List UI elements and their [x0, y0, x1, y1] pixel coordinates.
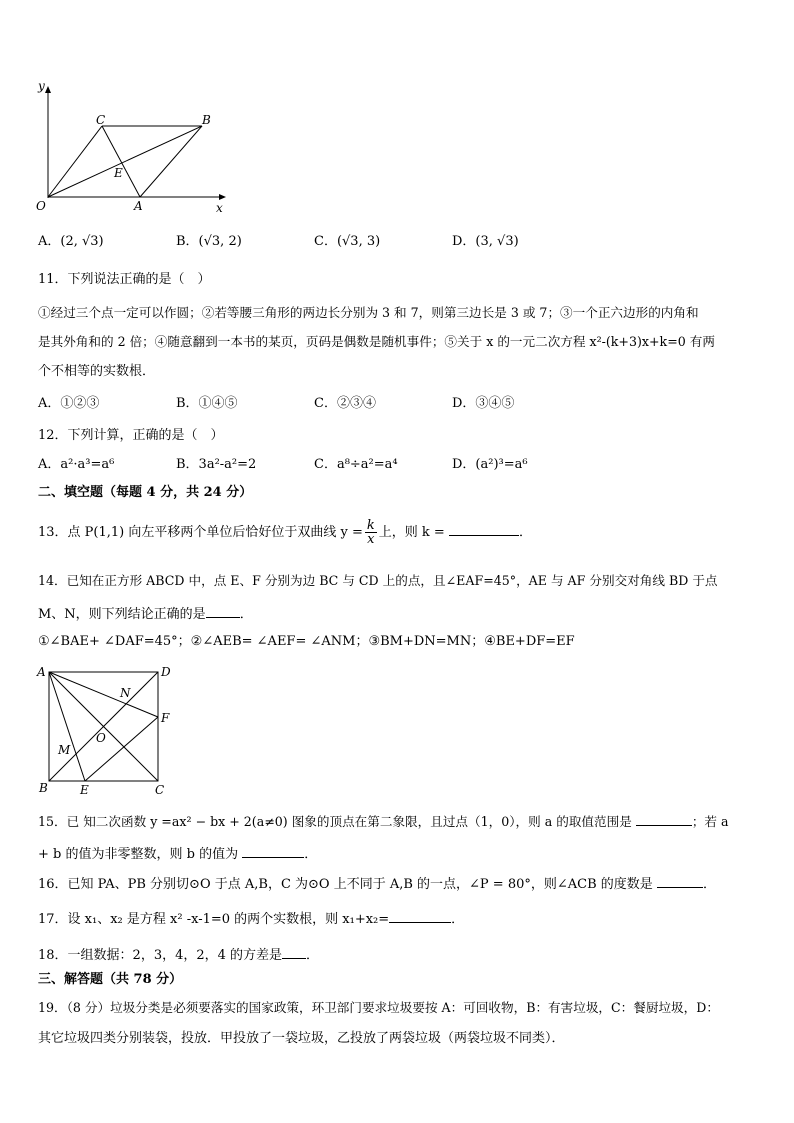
- x-axis-arrow-icon: [219, 194, 226, 200]
- q12-option-d[interactable]: D．(a²)³=a⁶: [452, 457, 528, 472]
- figure-parallelogram-axes: [30, 78, 240, 218]
- q14-line-2: [38, 604, 253, 623]
- q11-option-d[interactable]: D．③④⑤: [452, 396, 515, 411]
- label-O2: O: [96, 731, 106, 745]
- label-x: x: [216, 201, 223, 215]
- q12-option-b[interactable]: B．3a²-a²=2: [176, 457, 257, 472]
- label-A2: A: [37, 665, 46, 679]
- segment-BA: [140, 126, 202, 197]
- q13-answer-blank[interactable]: [449, 522, 519, 536]
- q18: [38, 945, 319, 964]
- q10-option-c[interactable]: C．(√3, 3): [314, 234, 381, 249]
- q15-line-2-end: ．: [304, 847, 318, 862]
- q13-frac-denominator: x: [367, 532, 375, 547]
- q15-line-1-end: ；若 a: [691, 814, 729, 829]
- q12-option-a[interactable]: A．a²·a³=a⁶: [38, 457, 115, 472]
- q13-text-pre: 13．点 P(1,1) 向左平移两个单位后恰好位于双曲线 y =: [38, 525, 363, 540]
- q16-text: 16．已知 PA、PB 分别切⊙O 于点 A,B，C 为⊙O 上不同于 A,B 的一点，∠P = 80°，则∠ACB 的度数是: [38, 877, 653, 892]
- figure-square-abcd: [34, 662, 184, 796]
- q13-text-post: 上，则 k =: [378, 525, 445, 540]
- y-axis-arrow-icon: [45, 86, 51, 93]
- label-B: B: [202, 113, 211, 127]
- q10-option-b[interactable]: B．(√3, 2): [176, 234, 242, 249]
- q11-option-a[interactable]: A．①②③: [38, 396, 100, 411]
- q14-line-2-end: ．: [239, 607, 253, 622]
- label-M2: M: [58, 743, 71, 757]
- q17-text: 17．设 x₁、x₂ 是方程 x² -x-1=0 的两个实数根，则 x₁+x₂=: [38, 912, 390, 927]
- q12-option-c[interactable]: C．a⁸÷a²=a⁴: [314, 457, 398, 472]
- label-B2: B: [39, 781, 48, 795]
- q17-answer-blank[interactable]: [389, 909, 451, 923]
- label-C: C: [96, 113, 106, 127]
- label-N2: N: [120, 686, 131, 700]
- section-2-title: 二、填空题（每题 4 分，共 24 分）: [38, 485, 253, 500]
- q14-line-3: ①∠BAE+ ∠DAF=45°；②∠AEB= ∠AEF= ∠ANM；③BM+DN=MN；④BE+DF=EF: [38, 634, 575, 649]
- q14-answer-blank[interactable]: [206, 604, 240, 618]
- segment-OC: [48, 126, 102, 197]
- q15-line-2: [38, 844, 317, 863]
- q17: [38, 909, 464, 928]
- label-A: A: [134, 199, 143, 213]
- q10-option-d[interactable]: D．(3, √3): [452, 234, 519, 249]
- segment-OB: [48, 126, 202, 197]
- q11-statement-line-3: 个不相等的实数根．: [38, 364, 156, 379]
- q13-fraction: [365, 519, 377, 546]
- label-F2: F: [161, 711, 170, 725]
- q16-text-end: ．: [702, 877, 716, 892]
- q11-stem: 11．下列说法正确的是（ ）: [38, 272, 211, 287]
- q13-text-end: ．: [518, 525, 532, 540]
- q15-answer-blank-1[interactable]: [636, 812, 692, 826]
- q15-line-1: [38, 812, 729, 830]
- q15-line-2-text: + b 的值为非零整数，则 b 的值为: [38, 847, 239, 862]
- segment-AE: [49, 672, 85, 781]
- q15-line-1-text: 15．已 知二次函数 y =ax² − bx + 2(a≠0) 图象的顶点在第二象限，且过点（1，0），则 a 的取值范围是: [38, 814, 632, 829]
- segment-CA: [102, 126, 140, 197]
- q11-option-b[interactable]: B．①④⑤: [176, 396, 238, 411]
- q19-line-1: 19．（8 分）垃圾分类是必须要落实的国家政策，环卫部门要求垃圾要按 A：可回收物，B：有害垃圾，C：餐厨垃圾，D：: [38, 1000, 719, 1015]
- q15-answer-blank-2[interactable]: [242, 844, 304, 858]
- q17-text-end: ．: [451, 912, 465, 927]
- q14-line-1: 14．已知在正方形 ABCD 中，点 E、F 分别为边 BC 与 CD 上的点，且∠EAF=45°，AE 与 AF 分别交对角线 BD 于点: [38, 573, 718, 588]
- q11-statement-line-2: 是其外角和的 2 倍；④随意翻到一本书的某页，页码是偶数是随机事件；⑤关于 x 的一元二次方程 x²-(k+3)x+k=0 有两: [38, 334, 715, 349]
- q18-text-end: ．: [306, 948, 320, 963]
- segment-EF: [85, 717, 158, 781]
- q13: [38, 518, 532, 548]
- label-D2: D: [161, 665, 171, 679]
- q19-line-2: 其它垃圾四类分别装袋，投放．甲投放了一袋垃圾，乙投放了两袋垃圾（两袋垃圾不同类）．: [38, 1031, 565, 1046]
- q11-statement-line-1: ①经过三个点一定可以作圆；②若等腰三角形的两边长分别为 3 和 7，则第三边长是 3 或 7；③一个正六边形的内角和: [38, 305, 699, 320]
- segment-AF: [49, 672, 158, 717]
- label-y: y: [38, 79, 45, 93]
- q12-stem: 12．下列计算，正确的是（ ）: [38, 428, 224, 443]
- label-O: O: [36, 199, 46, 213]
- q16: [38, 874, 716, 893]
- q10-option-a[interactable]: A．(2, √3): [38, 234, 104, 249]
- q11-option-c[interactable]: C．②③④: [314, 396, 376, 411]
- q13-frac-numerator: k: [366, 518, 375, 533]
- label-C2: C: [155, 783, 165, 796]
- label-E: E: [114, 166, 123, 180]
- q16-answer-blank[interactable]: [657, 874, 703, 888]
- section-3-title: 三、解答题（共 78 分）: [38, 972, 183, 987]
- q18-text: 18．一组数据：2，3，4，2，4 的方差是: [38, 948, 283, 963]
- q18-answer-blank[interactable]: [282, 945, 306, 959]
- q14-line-2-text: M、N，则下列结论正确的是: [38, 607, 206, 622]
- label-E2: E: [80, 783, 89, 796]
